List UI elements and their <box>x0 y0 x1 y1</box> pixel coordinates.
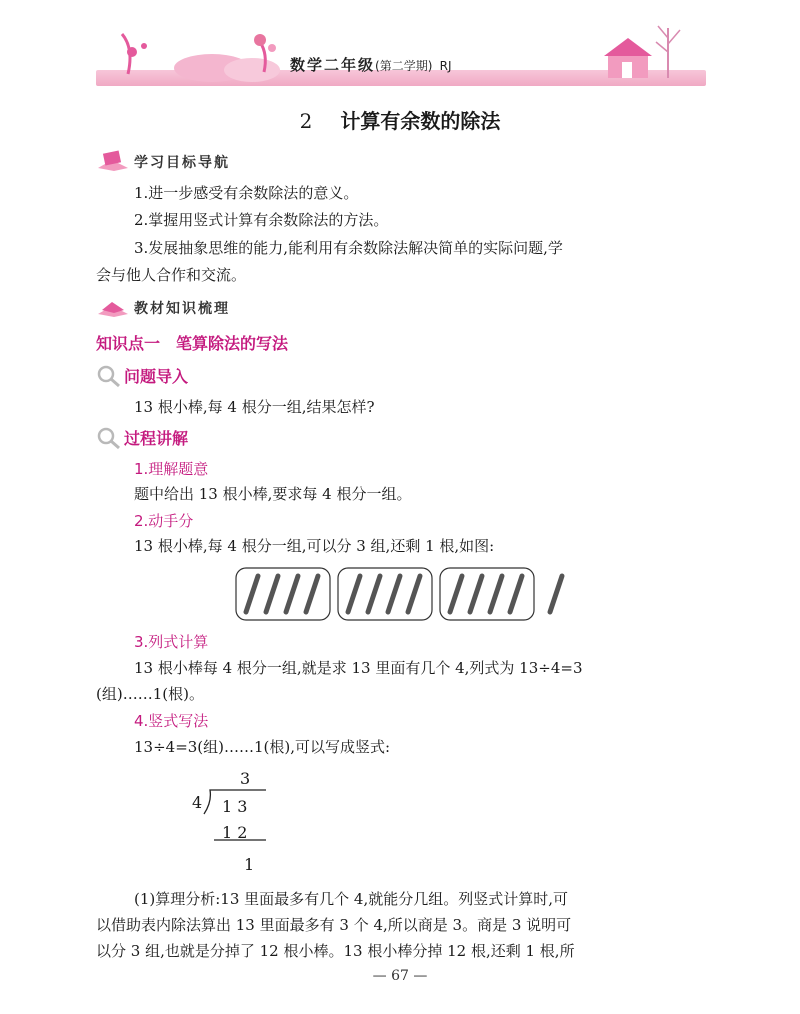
step-2-label: 2.动手分 <box>134 512 194 530</box>
knowledge-point-1: 知识点一 笔算除法的写法 <box>96 334 289 353</box>
stick <box>266 576 278 612</box>
title-number: 2 <box>299 109 313 133</box>
division-product: 1 2 <box>222 823 248 842</box>
stick <box>470 576 482 612</box>
intro-text: 13 根小棒,每 4 根分一组,结果怎样? <box>134 398 375 416</box>
house-icon <box>598 18 698 80</box>
step-4-text: 13÷4=3(组)……1(根),可以写成竖式: <box>134 738 391 756</box>
process-heading: 过程讲解 <box>124 429 189 448</box>
step-4-label: 4.竖式写法 <box>134 712 209 730</box>
magnifier-icon <box>96 426 122 450</box>
stick <box>368 576 380 612</box>
title-text: 计算有余数的除法 <box>340 109 501 133</box>
step-3-text-1: 13 根小棒每 4 根分一组,就是求 13 里面有几个 4,列式为 13÷4=3 <box>134 659 583 677</box>
division-dividend: 1 3 <box>222 797 248 816</box>
magnifier-icon <box>96 364 122 388</box>
stick <box>286 576 298 612</box>
analysis-line-3: 以分 3 组,也就是分掉了 12 根小棒。13 根小棒分掉 12 根,还剩 1 根,所 <box>96 942 575 960</box>
page-title <box>0 105 800 134</box>
header-term: (第二学期) <box>375 59 433 73</box>
division-divisor: 4 <box>192 793 203 812</box>
stick <box>306 576 318 612</box>
stick <box>246 576 258 612</box>
step-1-label: 1.理解题意 <box>134 460 209 478</box>
goal-item-3-cont: 会与他人合作和交流。 <box>96 266 247 284</box>
goal-item-2: 2.掌握用竖式计算有余数除法的方法。 <box>134 211 389 229</box>
page-number: — 67 — <box>372 968 428 984</box>
intro-heading: 问题导入 <box>124 367 189 386</box>
step-2-text: 13 根小棒,每 4 根分一组,可以分 3 组,还剩 1 根,如图: <box>134 537 495 555</box>
book-icon <box>96 150 130 172</box>
step-3-label: 3.列式计算 <box>134 633 209 651</box>
flower-icon <box>92 24 292 80</box>
stick <box>450 576 462 612</box>
stick <box>348 576 360 612</box>
header-title <box>290 54 452 75</box>
header-subject: 数学二年级 <box>290 56 376 74</box>
goals-heading: 学习目标导航 <box>134 155 230 171</box>
step-1-text: 题中给出 13 根小棒,要求每 4 根分一组。 <box>134 485 412 503</box>
stick-remainder <box>550 576 562 612</box>
goal-item-3: 3.发展抽象思维的能力,能利用有余数除法解决简单的实际问题,学 <box>134 239 563 257</box>
division-remainder: 1 <box>244 855 255 874</box>
sticks-illustration <box>232 562 572 624</box>
stick <box>490 576 502 612</box>
header-edition: RJ <box>439 59 452 73</box>
book-icon <box>96 296 130 318</box>
analysis-line-1: (1)算理分析:13 里面最多有几个 4,就能分几组。列竖式计算时,可 <box>134 890 569 908</box>
goal-item-1: 1.进一步感受有余数除法的意义。 <box>134 184 359 202</box>
division-quotient: 3 <box>240 769 251 788</box>
analysis-line-2: 以借助表内除法算出 13 里面最多有 3 个 4,所以商是 3。商是 3 说明可 <box>96 916 572 934</box>
step-3-text-2: (组)……1(根)。 <box>96 685 204 703</box>
stick <box>510 576 522 612</box>
stick <box>408 576 420 612</box>
stick <box>388 576 400 612</box>
knowledge-heading: 教材知识梳理 <box>134 301 230 317</box>
